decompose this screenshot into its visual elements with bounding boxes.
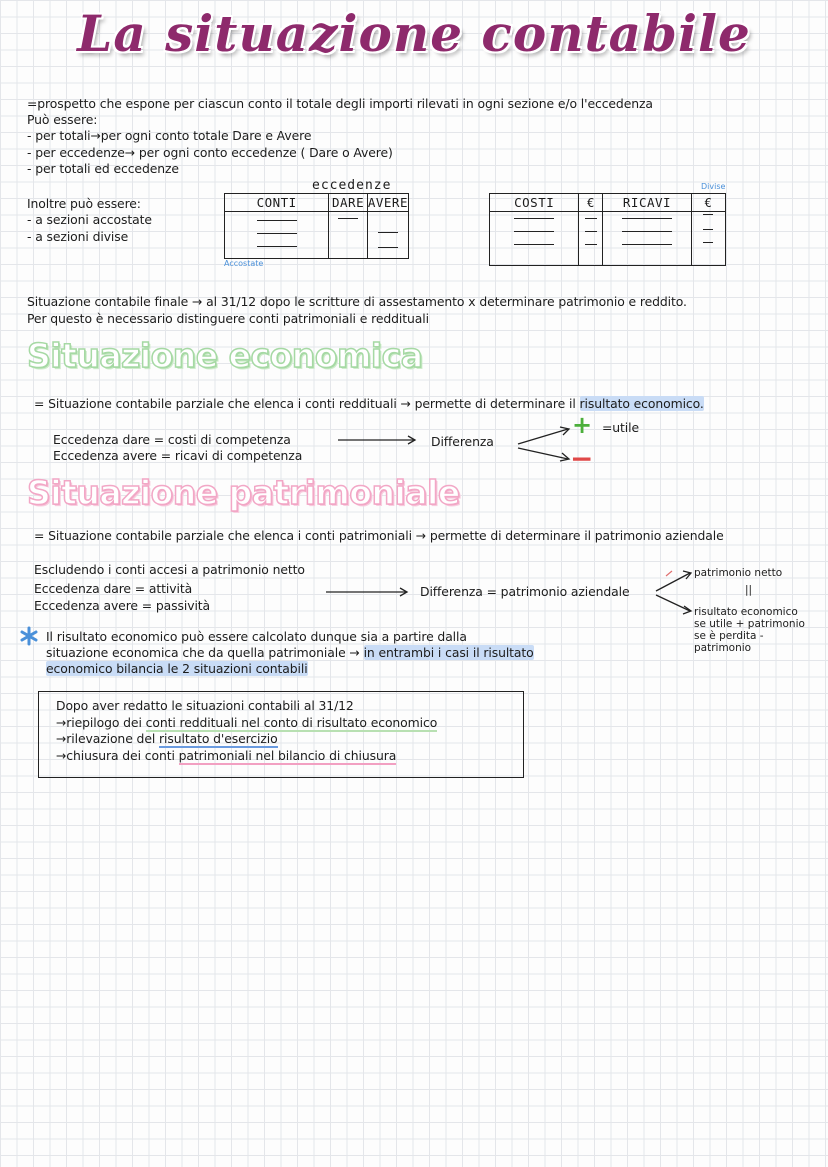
definition-text: =prospetto che espone per ciascun conto il totale degli importi rilevati in ogni sezione e/o l'eccedenza (27, 96, 653, 111)
table-header: COSTI (490, 194, 579, 212)
table-header: CONTI (225, 194, 329, 212)
note-highlight: in entrambi i casi il risultato (363, 645, 534, 660)
note-line-2 (46, 645, 534, 661)
eccedenza-avere-text: Eccedenza avere = ricavi di competenza (53, 448, 303, 463)
summary-text: →riepilogo dei (56, 715, 146, 730)
economica-definition (34, 396, 704, 412)
escludendo-text: Escludendo i conti accesi a patrimonio netto (34, 562, 305, 577)
asterisk-icon (19, 626, 39, 646)
note-highlight: economico bilancia le 2 situazioni contabili (46, 661, 308, 676)
table-header: € (579, 194, 603, 212)
ledger-table-divise (489, 193, 726, 266)
summary-line-2 (56, 715, 437, 731)
heading-situazione-patrimoniale: Situazione patrimoniale (27, 473, 460, 512)
patrimonio-netto-label: patrimonio netto (694, 567, 783, 579)
divise-caption: Divise (701, 182, 726, 191)
summary-line-4 (56, 748, 396, 764)
summary-underline: conti reddituali nel conto di risultato economico (145, 715, 438, 730)
utile-label: =utile (602, 420, 640, 435)
summary-line-3 (56, 731, 278, 747)
differenza-patrimonio-text: Differenza = patrimonio aziendale (420, 584, 630, 599)
list-item: - a sezioni divise (27, 229, 129, 244)
table-header: DARE (329, 194, 368, 212)
table-cell (691, 212, 725, 266)
table-header: € (691, 194, 725, 212)
table-cell (225, 212, 329, 259)
equals-sign: || (745, 584, 753, 596)
final-line-2: Per questo è necessario distinguere conti patrimoniali e reddituali (27, 311, 429, 326)
eccedenza-avere-passivita: Eccedenza avere = passività (34, 598, 211, 613)
ledger-table-accostate (224, 193, 409, 259)
summary-text: →chiusura dei conti (56, 748, 179, 763)
eccedenza-dare-attivita: Eccedenza dare = attività (34, 581, 193, 596)
arrow-right-icon (338, 434, 420, 446)
page-title: La situazione contabile (77, 4, 751, 63)
side-note-line: patrimonio (694, 642, 752, 654)
summary-underline: patrimoniali nel bilancio di chiusura (178, 748, 397, 763)
table-cell (603, 212, 691, 266)
list-item: - per eccedenze→ per ogni conto eccedenze ( Dare o Avere) (27, 145, 393, 160)
table-header: RICAVI (603, 194, 691, 212)
summary-line-1: Dopo aver redatto le situazioni contabili al 31/12 (56, 698, 354, 713)
list-item: - per totali→per ogni conto totale Dare e Avere (27, 128, 312, 143)
differenza-text: Differenza (431, 434, 494, 449)
table-header: AVERE (367, 195, 408, 210)
risultato-economico-highlight: risultato economico. (579, 396, 704, 411)
summary-underline: risultato d'esercizio (159, 731, 278, 746)
eccedenze-label: eccedenze (312, 178, 392, 193)
final-line-1: Situazione contabile finale → al 31/12 dopo le scritture di assestamento x determinare patrimonio e reddito. (27, 294, 687, 309)
sections-heading: Inoltre può essere: (27, 196, 141, 211)
list-item: - a sezioni accostate (27, 212, 152, 227)
side-note-line: se è perdita - (694, 630, 764, 642)
minus-sign: − (570, 442, 594, 475)
branch-arrows-icon (652, 565, 696, 617)
table-cell (490, 212, 579, 266)
can-be-text: Può essere: (27, 112, 98, 127)
branch-arrows-icon (516, 424, 572, 464)
eccedenza-dare-text: Eccedenza dare = costi di competenza (53, 432, 291, 447)
note-text: situazione economica che da quella patrimoniale → (46, 645, 364, 660)
note-line-3 (46, 661, 308, 677)
summary-text: →rilevazione del (56, 731, 160, 746)
side-note-line: risultato economico (694, 606, 798, 618)
arrow-right-icon (326, 586, 412, 598)
accostate-caption: Accostate (224, 259, 264, 268)
table-cell (329, 212, 368, 259)
table-cell (367, 212, 408, 259)
economica-def-text: = Situazione contabile parziale che elenca i conti reddituali → permette di determinare il (34, 396, 580, 411)
list-item: - per totali ed eccedenze (27, 161, 179, 176)
patrimoniale-definition: = Situazione contabile parziale che elenca i conti patrimoniali → permette di determinare il patrimonio aziendale (34, 528, 724, 543)
table-cell (579, 212, 603, 266)
plus-sign: + (572, 411, 593, 439)
note-line-1: Il risultato economico può essere calcolato dunque sia a partire dalla (46, 629, 467, 644)
side-note-line: se utile + patrimonio (694, 618, 805, 630)
heading-situazione-economica: Situazione economica (27, 336, 423, 375)
